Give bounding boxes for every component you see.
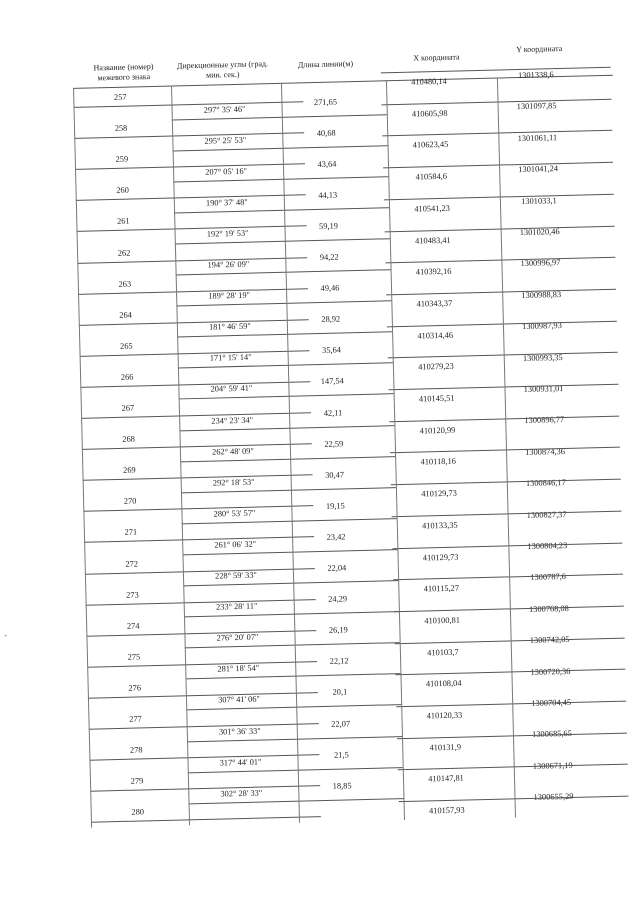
segment-angle: 301° 36' 33": [218, 726, 261, 737]
segment-length: 22,12: [329, 656, 349, 667]
segment-angle: 194° 26' 09": [207, 259, 250, 270]
point-x: 410605,98: [411, 108, 448, 119]
point-y: 1300874,36: [525, 446, 566, 457]
point-x: 410129,73: [422, 552, 459, 563]
header-name: Название (номер) межевого знака: [93, 61, 154, 83]
segment-angle: 307° 41' 06": [218, 694, 261, 705]
segment-angle: 228° 59' 33": [215, 570, 257, 581]
segment-angle: 302° 28' 33": [220, 788, 263, 799]
segment-length: 94,22: [319, 252, 339, 262]
segment-length: 43,64: [317, 159, 337, 169]
segment-length: 42,11: [323, 407, 343, 418]
segment-angle: 233° 28' 11": [215, 601, 258, 612]
point-name: 277: [129, 714, 142, 724]
point-x: 410584,6: [415, 171, 448, 182]
point-y: 1300655,29: [533, 792, 574, 803]
point-name: 266: [120, 372, 134, 382]
segment-length: 22,59: [324, 439, 344, 449]
segment-angle: 295° 25' 53": [204, 135, 247, 146]
point-y: 1301338,6: [517, 70, 554, 81]
point-name: 260: [116, 185, 129, 196]
point-x: 410314,46: [417, 330, 454, 341]
segment-length: 271,65: [313, 97, 338, 107]
segment-angle: 261° 06' 32": [214, 539, 257, 550]
point-y: 1301020,46: [519, 227, 560, 238]
point-y: 1300787,6: [530, 572, 567, 583]
point-name: 268: [122, 434, 136, 444]
segment-length: 23,42: [326, 532, 346, 542]
point-x: 410100,81: [424, 615, 461, 626]
point-name: 257: [113, 92, 127, 102]
point-name: 279: [130, 776, 144, 786]
point-x: 410103,7: [427, 647, 459, 658]
point-x: 410480,14: [411, 76, 447, 87]
point-x: 410129,73: [421, 488, 457, 499]
segment-angle: 189° 28' 19": [208, 290, 251, 301]
segment-length: 19,15: [325, 501, 345, 511]
point-x: 410279,23: [418, 362, 454, 372]
point-y: 1300742,05: [529, 635, 570, 646]
point-y: 1300827,37: [526, 509, 567, 520]
point-y: 1300987,93: [521, 321, 562, 332]
segment-angle: 297° 35' 46": [203, 104, 246, 115]
point-y: 1301061,11: [517, 132, 558, 143]
point-name: 271: [124, 527, 138, 538]
point-name: 264: [119, 310, 132, 320]
segment-angle: 192° 19' 53": [206, 228, 249, 239]
point-name: 267: [121, 403, 135, 413]
segment-length: 44,13: [318, 190, 338, 200]
segment-length: 22,04: [327, 563, 347, 573]
point-x: 410120,99: [419, 425, 456, 436]
point-y: 1300804,23: [527, 540, 568, 551]
point-x: 410133,35: [421, 520, 458, 531]
segment-length: 147,54: [320, 376, 344, 387]
point-y: 1300846,17: [525, 478, 566, 489]
segment-angle: 204° 59' 41": [210, 384, 253, 395]
segment-length: 21,5: [333, 750, 349, 760]
segment-angle: 276° 20' 07": [216, 632, 259, 643]
segment-angle: 207° 05' 16": [205, 166, 248, 177]
point-x: 410483,41: [414, 235, 451, 246]
point-x: 410115,27: [423, 583, 460, 594]
segment-angle: 181° 46' 59": [208, 321, 251, 332]
point-name: 258: [114, 123, 128, 134]
point-x: 410120,33: [426, 710, 463, 721]
point-name: 276: [128, 683, 142, 693]
point-x: 410131,9: [429, 742, 462, 753]
point-y: 1301033,1: [521, 195, 557, 206]
segment-angle: 317° 44' 01": [219, 757, 262, 768]
segment-length: 22,07: [331, 718, 351, 729]
header-x: X координата: [413, 52, 460, 63]
point-y: 1300768,08: [528, 603, 569, 614]
point-name: 275: [127, 652, 141, 662]
point-name: 261: [116, 216, 130, 227]
point-name: 274: [126, 621, 140, 631]
point-x: 410541,23: [414, 203, 450, 214]
header-y: Y координата: [516, 43, 563, 55]
segment-length: 59,19: [318, 221, 339, 231]
segment-length: 30,47: [325, 470, 345, 480]
segment-angle: 292° 18' 53": [212, 477, 255, 488]
segment-angle: 280° 53' 57": [213, 508, 256, 519]
segment-angle: 190° 37' 48": [205, 197, 248, 208]
point-y: 1300993,35: [522, 352, 563, 363]
point-name: 272: [125, 558, 139, 569]
point-name: 263: [118, 279, 132, 289]
point-x: 410392,16: [415, 266, 452, 277]
segment-angle: 234° 23' 34": [211, 415, 254, 426]
point-name: 273: [126, 590, 139, 600]
point-y: 1300704,45: [531, 697, 572, 708]
segment-length: 35,64: [321, 345, 342, 356]
point-y: 1301097,85: [516, 101, 557, 112]
point-x: 410343,37: [416, 298, 453, 309]
point-name: 269: [123, 465, 136, 476]
segment-length: 49,46: [320, 283, 340, 294]
point-y: 1300988,83: [521, 289, 562, 300]
point-y: 1300931,01: [523, 384, 564, 395]
segment-length: 26,19: [328, 625, 348, 636]
column-rule: [386, 80, 405, 820]
point-name: 280: [131, 807, 145, 818]
header-length: Длина линии(м): [297, 59, 354, 70]
point-x: 410145,51: [418, 393, 455, 404]
point-y: 1300720,36: [530, 666, 571, 677]
point-name: 265: [119, 341, 133, 351]
point-x: 410157,93: [428, 805, 465, 816]
point-x: 410623,45: [412, 140, 449, 151]
segment-length: 18,85: [332, 781, 352, 791]
segment-angle: 262° 48' 09": [211, 446, 254, 457]
point-y: 1300896,77: [524, 415, 565, 426]
segment-length: 40,68: [316, 128, 336, 138]
point-name: 270: [123, 496, 137, 507]
scan-mark: -: [4, 630, 7, 640]
header-angle: Дирекционные углы (град. мин. сек.): [176, 59, 269, 80]
segment-length: 24,29: [328, 594, 348, 604]
segment-length: 28,92: [321, 314, 341, 325]
point-y: 1300671,19: [532, 760, 573, 771]
segment-angle: 171° 15' 14": [209, 352, 252, 364]
segment-angle: 281° 18' 54": [217, 663, 260, 674]
point-x: 410147,81: [428, 773, 464, 784]
segment-length: 20,1: [332, 687, 348, 698]
point-x: 410108,04: [425, 678, 462, 689]
point-name: 262: [117, 248, 131, 258]
point-y: 1300685,65: [531, 729, 572, 740]
point-y: 1300996,97: [520, 258, 561, 269]
point-name: 259: [115, 154, 129, 165]
point-y: 1301041,24: [518, 164, 559, 175]
point-name: 278: [129, 745, 143, 755]
point-x: 410118,16: [420, 457, 457, 467]
